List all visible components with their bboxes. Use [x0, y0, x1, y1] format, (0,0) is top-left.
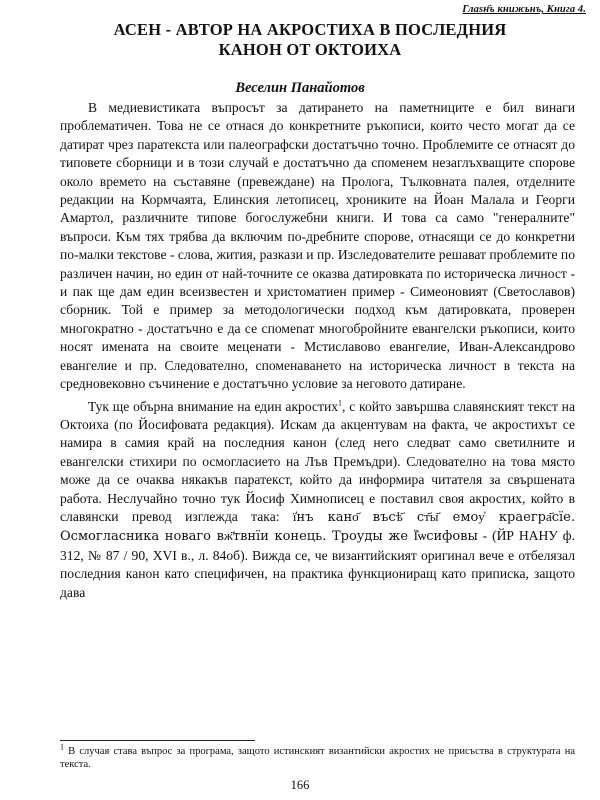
paragraph-2-text-c: - (ЙР НАНУ ф. 312, № 87 / 90, XVI в., л. 84об). Вижда се, че византийският оригинал вече е отбелязал последния канон като специфичен, на практика функциониращ като приписка, защото дава: [60, 528, 575, 600]
paragraph-2-text-b: , с който завършва славянският текст на Октоиха (по Йосифовата редакция). Искам да акцентувам на факта, че акростихът се намира в самия край на последния канон (след него следват само светилните и евангелски стихири по осмогласието на Лъв Премъдри). Следователно на това място може да се очаква някакъв паратекст, който да информира читателя за свършената работа. Неслучайно точно тук Йосиф Химнописец е поставил своя акростих, който в славянски превод изглежда така:: [60, 398, 575, 524]
footnote-divider: [60, 740, 255, 741]
paragraph-2-text-a: Тук ще обърна внимание на един акростих: [88, 398, 339, 414]
footnote-number: 1: [60, 742, 64, 752]
article-title: [80, 20, 540, 60]
paragraph-1: В медиевистиката въпросът за датирането на паметниците е бил винаги проблематичен. Това не се отнася до конкретните ръкописи, които често могат да се датират чрез паратекста или палеографски достатъчно точно. Проблемите се отнасят до типовете сборници и в този случай е достатъчно да споменем незаглъхващите спорове около времето на съставяне (превеждане) на Пролога, Тълковната палея, отделните редакции на Кормчаята, Елинския летописец, хрониките на Йоан Малала и Георги Амартол, различните типове богослужебни книги. И това са само "генералните" въпроси. Към тях трябва да включим по-дребните спорове, отнасящи се до конкретни по-малки текстове - слова, жития, разкази и пр. Изследователите решават проблемите по различен начин, но един от най-точните се оказва датировката по историческа личност - и пак ще дам един всеизвестен и христоматиен пример - Симеоновият (Светославов) сборник. Той е пример за методологически подход към датировката, проверен многократно - достатъчно е да се спомenат многобройните евангелски ръкописи, които носят имената на своите меценати - Мстиславово евангелие, Иван-Александрово евангелие и пр. Следователно, споменаването на историческа личност в текста на средновековно съчинение е достатъчно условие за неговото датиране.: [60, 100, 575, 392]
author-name: Веселин Панайотов: [235, 80, 365, 96]
title-line-1: АСЕН - АВТОР НА АКРОСТИХА В ПОСЛЕДНИЯ: [113, 20, 507, 39]
article-body: [60, 99, 575, 602]
footnote: [60, 742, 575, 771]
running-head: Глаѕн҃ъ книжьнъ, Книга 4.: [462, 4, 586, 15]
slavonic-acrostic-quote: ї҆нъ кано҃ въсѣ҃ ст҃ы҃ емоу҆ краегра҃сїе. Осмогласника новаго вж҃твнїи конець. Троуды же Ї҆ѡсифовы: [60, 509, 575, 545]
footnote-reference[interactable]: 1: [338, 397, 343, 407]
footnote-text: В случая става въпрос за програма, защото истинският византийски акростих не присъства в структурата на текста.: [60, 746, 575, 770]
title-line-2: КАНОН ОТ ОКТОИХА: [218, 40, 402, 59]
page-number: 166: [290, 778, 310, 792]
paragraph-2: [60, 398, 575, 602]
